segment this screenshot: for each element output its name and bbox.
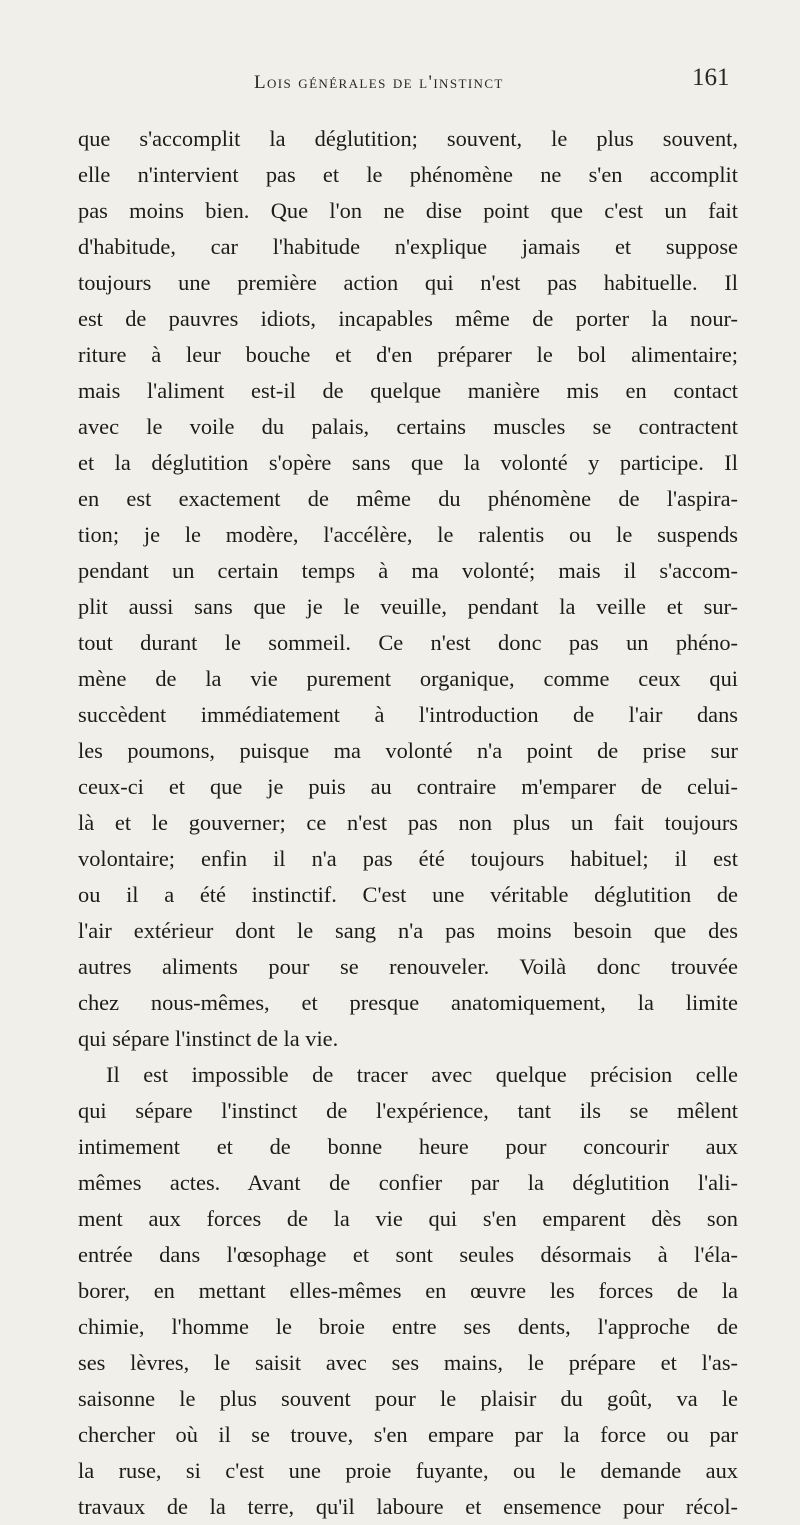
text-line: plit aussi sans que je le veuille, pendant la veille et sur- bbox=[78, 594, 738, 619]
text-line: Il est impossible de tracer avec quelque précision celle bbox=[106, 1062, 738, 1087]
text-line: mène de la vie purement organique, comme ceux qui bbox=[78, 666, 738, 691]
text-line: qui sépare l'instinct de l'expérience, tant ils se mêlent bbox=[78, 1098, 738, 1123]
text-line: qui sépare l'instinct de la vie. bbox=[78, 1026, 339, 1051]
text-line: ment aux forces de la vie qui s'en emparent dès son bbox=[78, 1206, 738, 1231]
text-line: ceux-ci et que je puis au contraire m'emparer de celui- bbox=[78, 774, 738, 799]
text-line: en est exactement de même du phénomène de l'aspira- bbox=[78, 486, 738, 511]
text-line: toujours une première action qui n'est pas habituelle. Il bbox=[78, 270, 738, 295]
text-line: la ruse, si c'est une proie fuyante, ou le demande aux bbox=[78, 1458, 738, 1483]
text-line: et la déglutition s'opère sans que la volonté y participe. Il bbox=[78, 450, 738, 475]
text-line: mêmes actes. Avant de confier par la déglutition l'ali- bbox=[78, 1170, 738, 1195]
text-line: pas moins bien. Que l'on ne dise point que c'est un fait bbox=[78, 198, 738, 223]
body-text bbox=[78, 121, 738, 1525]
text-line: chercher où il se trouve, s'en empare par la force ou par bbox=[78, 1422, 738, 1447]
text-line: que s'accomplit la déglutition; souvent, le plus souvent, bbox=[78, 126, 738, 151]
text-line: volontaire; enfin il n'a pas été toujours habituel; il est bbox=[78, 846, 738, 871]
text-line: intimement et de bonne heure pour concourir aux bbox=[78, 1134, 738, 1159]
paragraph-1 bbox=[78, 121, 738, 1057]
text-line: avec le voile du palais, certains muscles se contractent bbox=[78, 414, 738, 439]
page-number: 161 bbox=[692, 64, 730, 91]
text-line: chimie, l'homme le broie entre ses dents, l'approche de bbox=[78, 1314, 738, 1339]
text-line: borer, en mettant elles-mêmes en œuvre les forces de la bbox=[78, 1278, 738, 1303]
text-line: d'habitude, car l'habitude n'explique jamais et suppose bbox=[78, 234, 738, 259]
text-line: pendant un certain temps à ma volonté; mais il s'accom- bbox=[78, 558, 738, 583]
text-line: saisonne le plus souvent pour le plaisir du goût, va le bbox=[78, 1386, 738, 1411]
text-line: les poumons, puisque ma volonté n'a point de prise sur bbox=[78, 738, 738, 763]
text-line: tion; je le modère, l'accélère, le ralentis ou le suspends bbox=[78, 522, 738, 547]
text-line: mais l'aliment est-il de quelque manière mis en contact bbox=[78, 378, 738, 403]
text-line: riture à leur bouche et d'en préparer le bol alimentaire; bbox=[78, 342, 738, 367]
running-title: Lois générales de l'instinct bbox=[254, 72, 504, 93]
text-line: là et le gouverner; ce n'est pas non plus un fait toujours bbox=[78, 810, 738, 835]
text-line: est de pauvres idiots, incapables même de porter la nour- bbox=[78, 306, 738, 331]
text-line: ses lèvres, le saisit avec ses mains, le prépare et l'as- bbox=[78, 1350, 738, 1375]
text-line: succèdent immédiatement à l'introduction de l'air dans bbox=[78, 702, 738, 727]
text-line: l'air extérieur dont le sang n'a pas moins besoin que des bbox=[78, 918, 738, 943]
text-line: tout durant le sommeil. Ce n'est donc pas un phéno- bbox=[78, 630, 738, 655]
text-line: ou il a été instinctif. C'est une véritable déglutition de bbox=[78, 882, 738, 907]
text-line: chez nous-mêmes, et presque anatomiquement, la limite bbox=[78, 990, 738, 1015]
text-line: travaux de la terre, qu'il laboure et ensemence pour récol- bbox=[78, 1494, 738, 1519]
text-line: autres aliments pour se renouveler. Voilà donc trouvée bbox=[78, 954, 738, 979]
text-line: elle n'intervient pas et le phénomène ne s'en accomplit bbox=[78, 162, 738, 187]
paragraph-2 bbox=[78, 1057, 738, 1525]
text-line: entrée dans l'œsophage et sont seules désormais à l'éla- bbox=[78, 1242, 738, 1267]
